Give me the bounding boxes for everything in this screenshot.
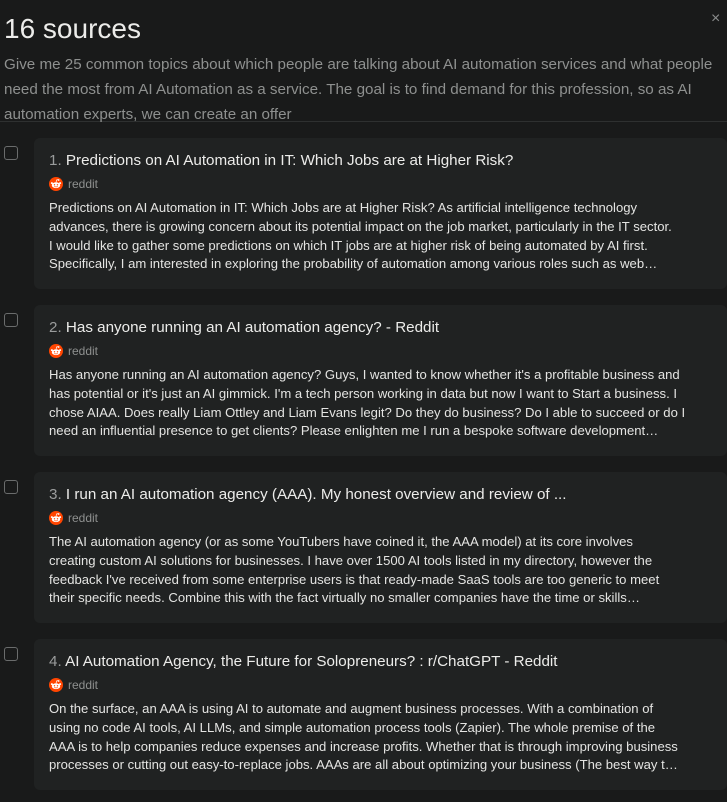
snippet-line: using no code AI tools, AI LLMs, and simple automation process tools (Zapier). The whole premise of the xyxy=(49,719,656,735)
snippet-line: Predictions on AI Automation in IT: Which Jobs are at Higher Risk? As artificial intelligence technology xyxy=(49,200,638,215)
snippet-line: The AI automation agency (or as some YouTubers have coined it, the AAA model) at its core involves xyxy=(49,534,633,549)
list-item xyxy=(0,639,727,802)
source-checkbox[interactable] xyxy=(4,146,18,160)
source-meta xyxy=(49,676,713,694)
snippet-line: AAA is to help companies reduce expenses and increase profits. Whether that is through improving business xyxy=(49,738,678,754)
source-checkbox[interactable] xyxy=(4,313,18,327)
source-title-text: Predictions on AI Automation in IT: Which Jobs are at Higher Risk? xyxy=(65,152,514,169)
list-item xyxy=(0,472,727,639)
source-title[interactable] xyxy=(49,318,713,338)
source-number: 1. xyxy=(49,152,62,169)
snippet-line: their specific needs. Combine this with the fact virtually no smaller companies have the time or skills… xyxy=(49,590,640,606)
source-title-text: AI Automation Agency, the Future for Solopreneurs? : r/ChatGPT - Reddit xyxy=(65,653,558,670)
reddit-icon xyxy=(49,511,63,525)
source-list xyxy=(0,122,727,802)
source-meta xyxy=(49,342,713,360)
sources-header xyxy=(0,0,727,122)
snippet-line: Specifically, I am interested in exploring the probability of automation among various roles such as web… xyxy=(49,256,658,272)
reddit-icon xyxy=(49,177,63,191)
source-card[interactable] xyxy=(34,305,727,456)
reddit-icon xyxy=(49,678,63,692)
snippet-line: feedback I've received from some enterprise users is that ready-made SaaS tools are too generic to meet xyxy=(49,571,660,587)
source-checkbox[interactable] xyxy=(4,647,18,661)
source-snippet xyxy=(49,366,713,441)
reddit-icon xyxy=(49,344,63,358)
source-number: 4. xyxy=(49,653,62,670)
source-card[interactable] xyxy=(34,472,727,623)
source-title[interactable] xyxy=(49,151,713,171)
source-title-text: Has anyone running an AI automation agency? - Reddit xyxy=(65,319,440,336)
source-number: 3. xyxy=(49,486,62,503)
source-name: reddit xyxy=(68,344,99,358)
source-name: reddit xyxy=(68,511,99,525)
list-item xyxy=(0,305,727,472)
snippet-line: chose AIAA. Does really Liam Ottley and Liam Evans legit? Do they do business? Do I able to succeed or do I xyxy=(49,404,686,420)
snippet-line: has potential or it's just an AI gimmick. I'm a tech person working in data but now I want to Start a business. I xyxy=(49,385,677,401)
source-card[interactable] xyxy=(34,639,727,790)
source-title[interactable] xyxy=(49,652,713,672)
source-name: reddit xyxy=(68,177,99,191)
snippet-line: Has anyone running an AI automation agency? Guys, I wanted to know whether it's a profitable business and xyxy=(49,367,680,382)
source-title-text: I run an AI automation agency (AAA). My honest overview and review of ... xyxy=(65,486,567,503)
source-number: 2. xyxy=(49,319,62,336)
snippet-line: I would like to gather some predictions on which IT jobs are at higher risk of being automated by AI first. xyxy=(49,237,648,253)
list-item xyxy=(0,138,727,305)
source-meta xyxy=(49,509,713,527)
query-text: Give me 25 common topics about which people are talking about AI automation services and what people need the most from AI Automation as a service. The goal is to find demand for this profession, so as AI automation experts, we can create an offer xyxy=(4,56,713,123)
source-snippet xyxy=(49,700,713,775)
snippet-line: On the surface, an AAA is using AI to automate and augment business processes. With a combination of xyxy=(49,701,654,716)
close-icon[interactable]: × xyxy=(711,10,721,27)
snippet-line: creating custom AI solutions for businesses. I have over 1500 AI tools listed in my directory, however the xyxy=(49,552,653,568)
page-title: 16 sources xyxy=(4,13,141,44)
source-meta xyxy=(49,175,713,193)
source-card[interactable] xyxy=(34,138,727,289)
source-snippet xyxy=(49,533,713,608)
source-title[interactable] xyxy=(49,485,713,505)
source-name: reddit xyxy=(68,678,99,692)
source-snippet xyxy=(49,199,713,274)
snippet-line: need an influential presence to get clients? Please enlighten me I run a bespoke software development… xyxy=(49,423,659,439)
source-checkbox[interactable] xyxy=(4,480,18,494)
snippet-line: advances, there is growing concern about its potential impact on the job market, particularly in the IT sector. xyxy=(49,218,672,234)
snippet-line: processes or cutting out easy-to-replace jobs. AAAs are all about optimizing your business (The best way t… xyxy=(49,757,678,773)
